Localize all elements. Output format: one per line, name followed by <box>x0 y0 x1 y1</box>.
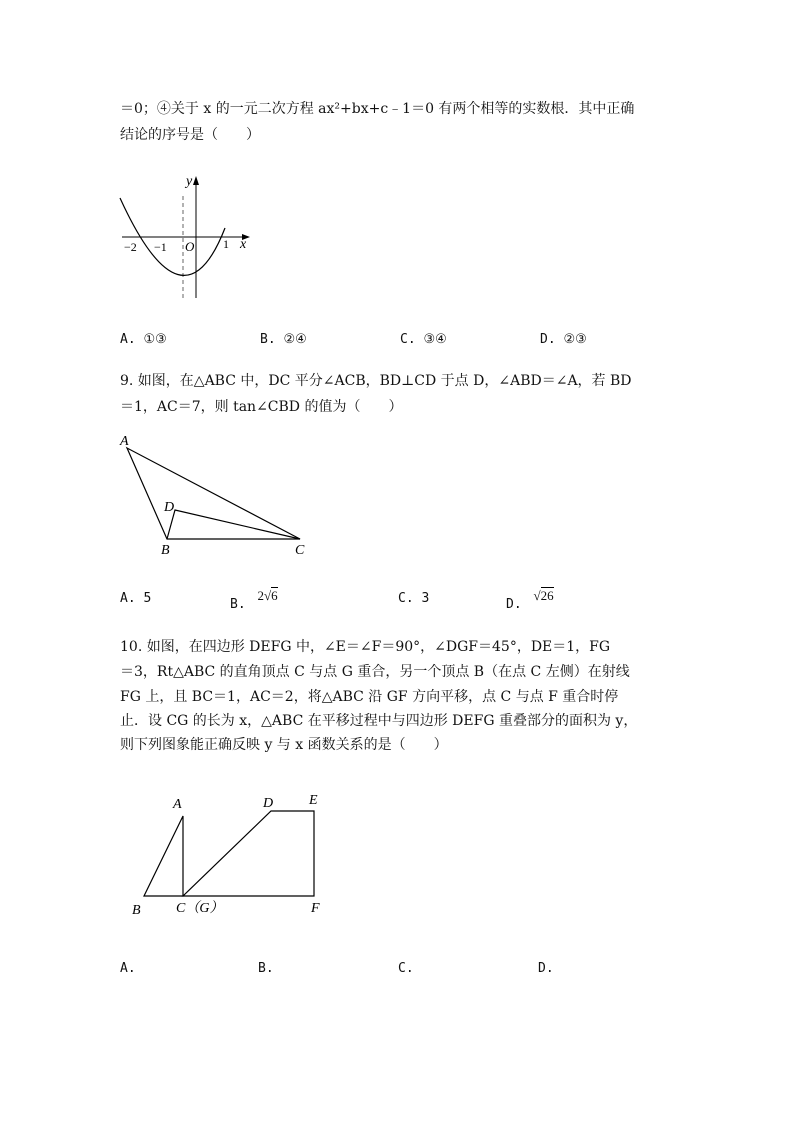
q8-option-a[interactable]: A. ①③ <box>120 332 167 347</box>
tick-label-1: 1 <box>223 237 229 251</box>
label-d: D <box>263 796 274 811</box>
triangle-abc <box>144 816 183 896</box>
q10-text-line2: ＝3，Rt△ABC 的直角顶点 C 与点 G 重合，另一个顶点 B（在点 C 左侧）在射线 <box>120 664 630 680</box>
q9-option-b-prefix: B. <box>230 597 246 612</box>
label-a: A <box>173 797 182 812</box>
q9-option-d-prefix: D. <box>506 597 522 612</box>
tick-label-minus2: −2 <box>124 240 137 254</box>
q9-option-b-radicand: 6 <box>271 588 278 603</box>
q8-option-d[interactable]: D. ②③ <box>540 332 587 347</box>
q8-option-b[interactable]: B. ②④ <box>260 332 307 347</box>
q10-quadrilateral-figure <box>125 788 340 923</box>
label-c-g: C（G） <box>176 901 224 916</box>
tick-label-minus1: −1 <box>154 240 167 254</box>
label-d: D <box>164 500 175 515</box>
label-c: C <box>295 543 305 558</box>
q9-option-b[interactable] <box>230 588 278 612</box>
q8-option-c[interactable]: C. ③④ <box>400 332 447 347</box>
label-f: F <box>311 901 320 916</box>
quadrilateral-defg <box>183 811 314 896</box>
segments-bd-dc <box>167 510 300 539</box>
q9-option-a[interactable]: A. 5 <box>120 591 152 606</box>
y-axis-arrow-icon <box>193 176 199 185</box>
q9-option-d[interactable] <box>506 588 554 612</box>
q9-text-line2: ＝1，AC＝7，则 tan∠CBD 的值为（ ） <box>120 399 403 415</box>
label-b: B <box>132 903 141 918</box>
q8-parabola-figure <box>110 168 260 303</box>
q9-triangle-figure <box>115 428 315 558</box>
q10-option-b[interactable]: B. <box>258 961 274 976</box>
q10-option-d[interactable]: D. <box>538 961 554 976</box>
q8-text-line1: ＝0；④关于 x 的一元二次方程 ax²+bx+c﹣1＝0 有两个相等的实数根．其中正确 <box>120 101 635 117</box>
q10-option-a[interactable]: A. <box>120 961 136 976</box>
label-b: B <box>161 543 170 558</box>
q10-text-line3: FG 上，且 BC＝1，AC＝2，将△ABC 沿 GF 方向平移，点 C 与点 F 重合时停 <box>120 689 619 705</box>
q9-option-c[interactable]: C. 3 <box>398 591 430 606</box>
q10-text-line1: 10. 如图，在四边形 DEFG 中，∠E＝∠F＝90°，∠DGF＝45°，DE＝1，FG <box>120 639 611 655</box>
q10-option-c[interactable]: C. <box>398 961 414 976</box>
sqrt-icon: √ <box>263 588 272 603</box>
sqrt-icon: √ <box>533 588 541 603</box>
q9-option-b-coef: 2 <box>257 588 264 603</box>
q8-text-line2: 结论的序号是（ ） <box>120 127 260 143</box>
origin-label: O <box>185 239 195 254</box>
x-axis-label: x <box>240 237 247 252</box>
label-e: E <box>309 793 318 808</box>
q10-text-line4: 止．设 CG 的长为 x，△ABC 在平移过程中与四边形 DEFG 重叠部分的面积为 y， <box>120 713 638 729</box>
q10-text-line5: 则下列图象能正确反映 y 与 x 函数关系的是（ ） <box>120 737 448 753</box>
q9-option-d-radicand: 26 <box>540 588 554 603</box>
label-a: A <box>120 434 129 449</box>
q9-text-line1: 9. 如图，在△ABC 中，DC 平分∠ACB，BD⊥CD 于点 D，∠ABD＝∠A，若 BD <box>120 373 632 389</box>
y-axis-label: y <box>186 174 193 189</box>
triangle-abc <box>127 448 300 539</box>
